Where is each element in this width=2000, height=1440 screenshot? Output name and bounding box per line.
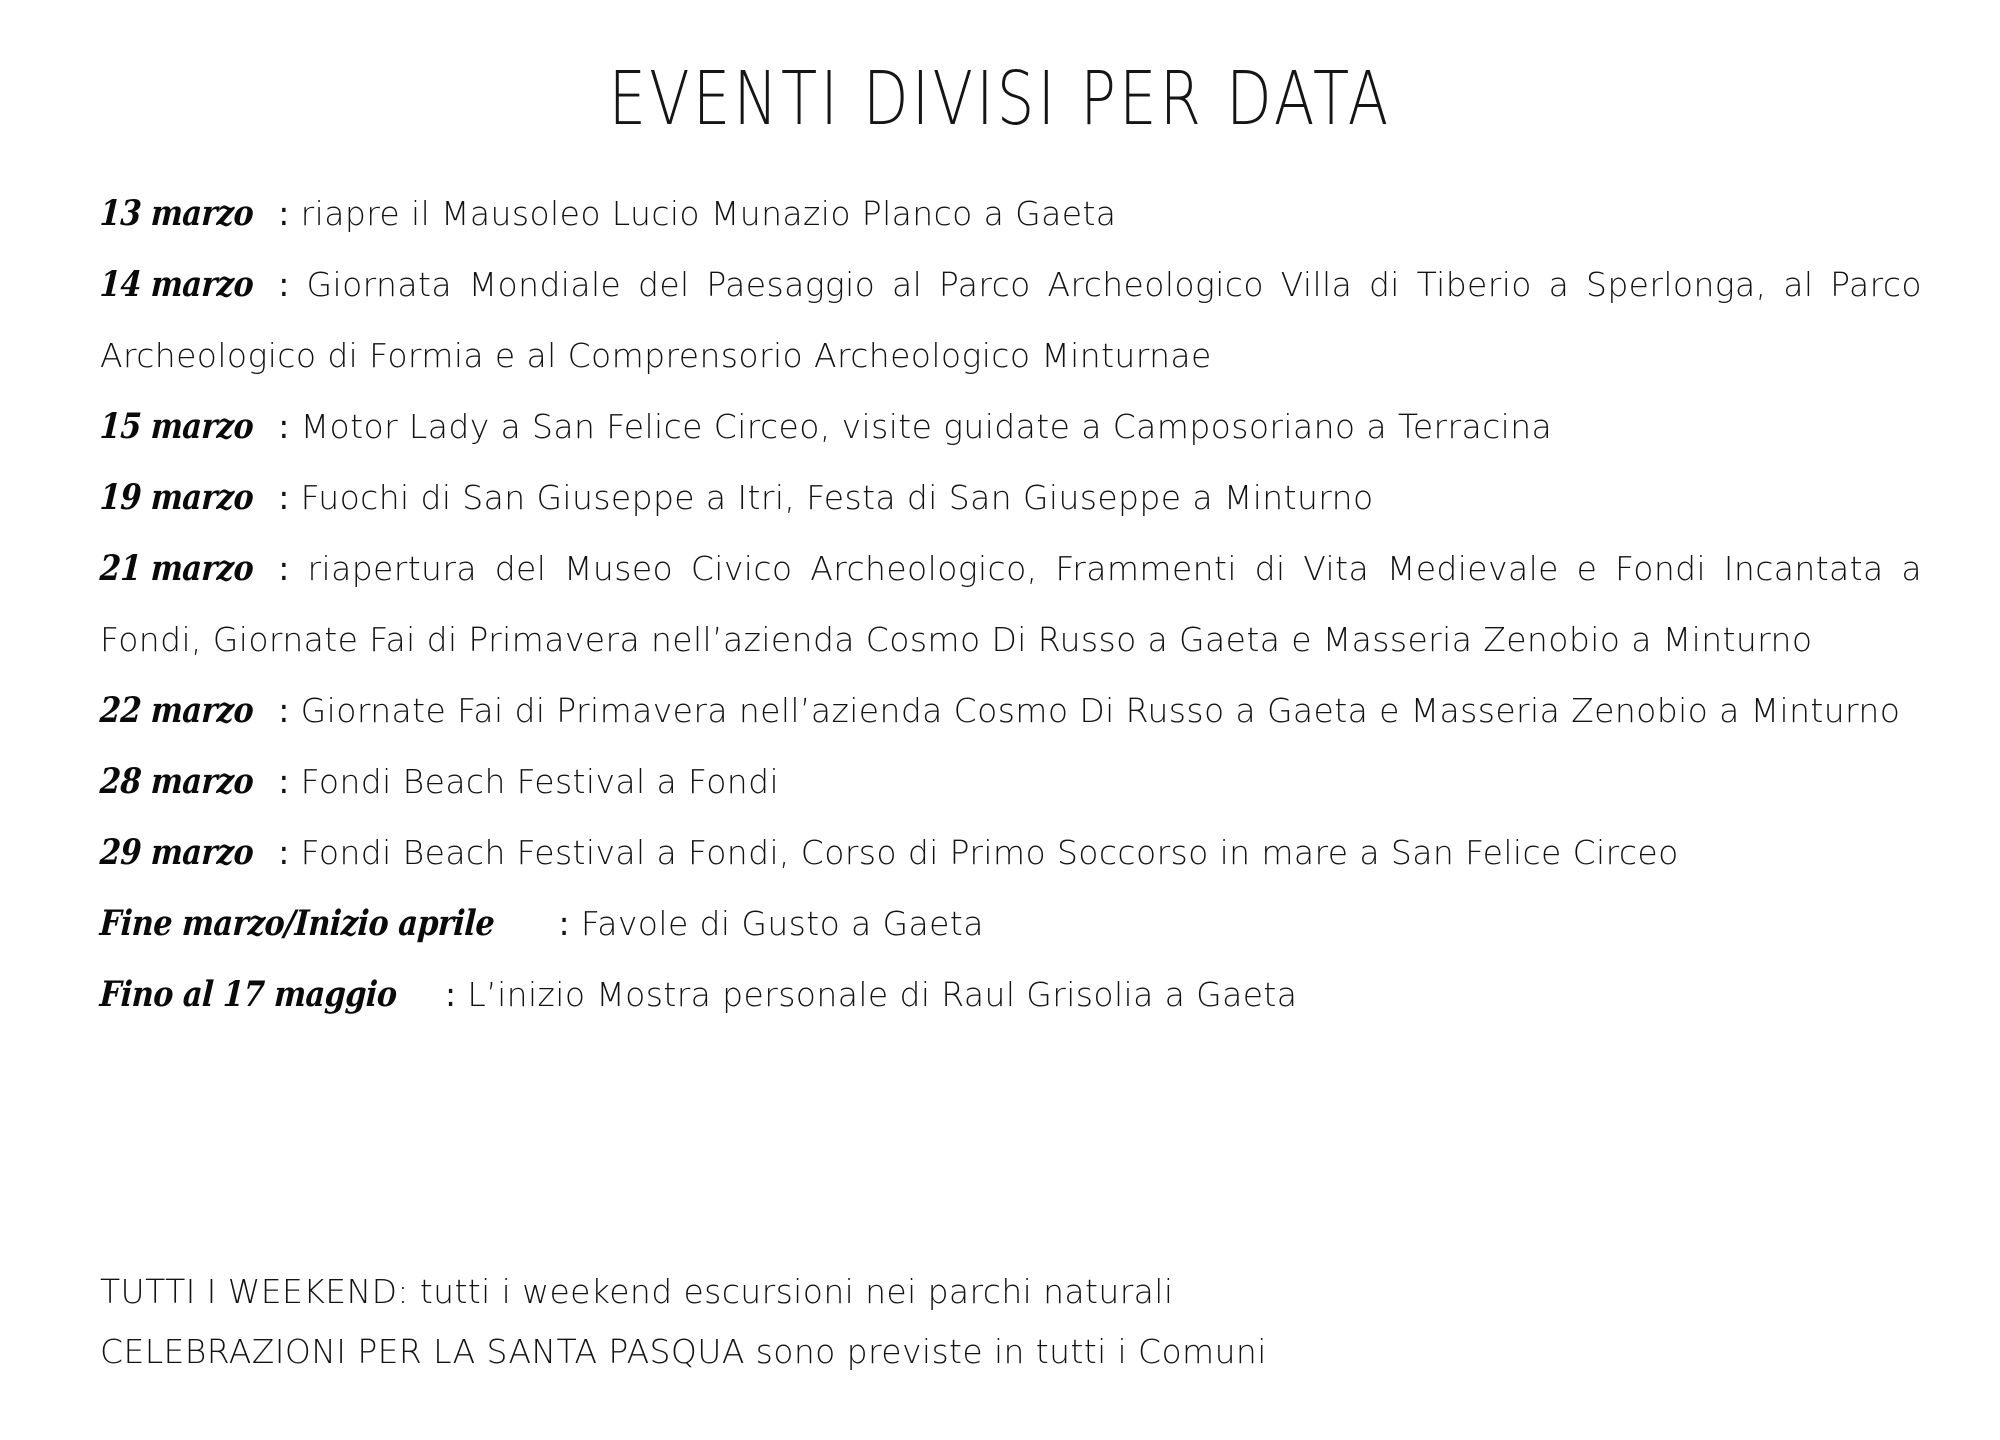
event-description: Motor Lady a San Felice Circeo, visite guidate a Camposoriano a Terracina xyxy=(289,407,1553,446)
event-description: L’inizio Mostra personale di Raul Grisolia a Gaeta xyxy=(456,975,1298,1014)
date-separator: : xyxy=(278,762,290,801)
event-description: Fondi Beach Festival a Fondi, Corso di Primo Soccorso in mare a San Felice Circeo xyxy=(289,833,1679,872)
event-description: Favole di Gusto a Gaeta xyxy=(570,904,984,943)
event-date-label: 19 marzo xyxy=(98,477,255,518)
event-entry xyxy=(100,888,1922,959)
footer-note-pasqua: CELEBRAZIONI PER LA SANTA PASQUA sono previste in tutti i Comuni xyxy=(100,1332,1267,1371)
date-separator: : xyxy=(278,478,290,517)
event-date-label: 13 marzo xyxy=(98,193,255,234)
event-entry xyxy=(100,391,1922,462)
event-entry xyxy=(100,746,1922,817)
event-entry xyxy=(100,178,1922,249)
event-date-label: Fino al 17 maggio xyxy=(98,974,398,1015)
date-separator: : xyxy=(278,407,290,446)
date-separator: : xyxy=(444,975,457,1014)
event-description: Fondi Beach Festival a Fondi xyxy=(289,762,780,801)
date-separator: : xyxy=(558,904,570,943)
event-entry xyxy=(100,249,1922,391)
event-description: riapre il Mausoleo Lucio Munazio Planco a Gaeta xyxy=(289,194,1117,233)
events-list xyxy=(100,178,1922,1030)
event-entry xyxy=(100,533,1922,675)
event-date-label: 14 marzo xyxy=(98,264,255,305)
footer-notes xyxy=(100,1262,1922,1382)
event-date-label: 29 marzo xyxy=(98,832,255,873)
event-date-label: 15 marzo xyxy=(98,406,255,447)
date-separator: : xyxy=(278,833,290,872)
event-description: riapertura del Museo Civico Archeologico, Frammenti di Vita Medievale e Fondi Incantata a Fondi, Giornate Fai di Primavera nell’azienda Cosmo Di Russo a Gaeta e Masseria Zenobio a Minturno xyxy=(100,549,1922,659)
event-date-label: Fine marzo/Inizio aprile xyxy=(98,903,496,944)
event-date-label: 28 marzo xyxy=(98,761,255,802)
event-description: Fuochi di San Giuseppe a Itri, Festa di San Giuseppe a Minturno xyxy=(289,478,1374,517)
event-date-label: 22 marzo xyxy=(98,690,255,731)
page-title: EVENTI DIVISI PER DATA xyxy=(608,56,1392,142)
event-entry xyxy=(100,817,1922,888)
event-date-label: 21 marzo xyxy=(98,548,255,589)
date-separator: : xyxy=(278,265,290,304)
event-description: Giornate Fai di Primavera nell’azienda Cosmo Di Russo a Gaeta e Masseria Zenobio a Minturno xyxy=(289,691,1901,730)
date-separator: : xyxy=(278,691,290,730)
event-entry xyxy=(100,959,1922,1030)
date-separator: : xyxy=(278,549,290,588)
event-entry xyxy=(100,675,1922,746)
date-separator: : xyxy=(278,194,290,233)
footer-note-weekend: TUTTI I WEEKEND: tutti i weekend escursioni nei parchi naturali xyxy=(100,1272,1174,1311)
event-entry xyxy=(100,462,1922,533)
event-description: Giornata Mondiale del Paesaggio al Parco Archeologico Villa di Tiberio a Sperlonga, al Parco Archeologico di Formia e al Comprensorio Archeologico Minturnae xyxy=(100,265,1922,375)
